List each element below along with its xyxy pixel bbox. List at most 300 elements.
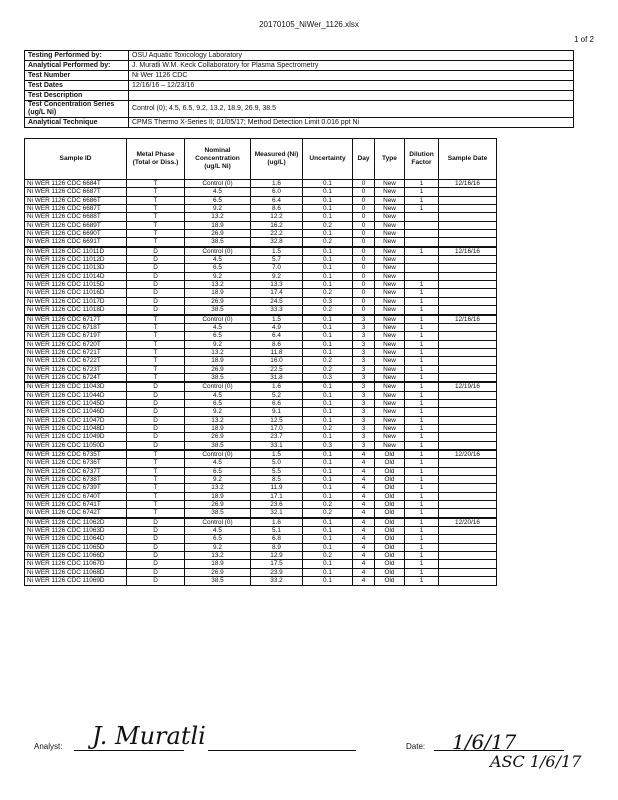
dilution-factor	[405, 213, 439, 221]
measured-ni: 31.8	[251, 373, 303, 382]
measured-ni: 16.0	[251, 357, 303, 365]
metal-phase: T	[127, 180, 185, 188]
dilution-factor	[405, 221, 439, 229]
nominal-conc: 18.9	[185, 560, 251, 568]
table-row	[25, 213, 497, 221]
day: 4	[353, 467, 375, 475]
table-row	[25, 340, 497, 348]
dilution-factor: 1	[405, 188, 439, 196]
sample-id: Ni WER 1126 CDC 6741T	[25, 501, 127, 509]
metal-phase: T	[127, 196, 185, 204]
metal-phase: T	[127, 501, 185, 509]
day: 0	[353, 213, 375, 221]
uncertainty: 0.2	[303, 552, 353, 560]
sample-type: New	[375, 408, 405, 416]
day: 3	[353, 399, 375, 407]
uncertainty: 0.2	[303, 365, 353, 373]
info-label: Analytical Technique	[25, 118, 129, 128]
sample-date: 12/20/16	[439, 518, 497, 527]
metal-phase: T	[127, 484, 185, 492]
metal-phase: T	[127, 323, 185, 331]
nominal-conc: 26.9	[185, 365, 251, 373]
table-row	[25, 492, 497, 500]
nominal-conc: 9.2	[185, 543, 251, 551]
sample-type: Old	[375, 459, 405, 467]
metal-phase: D	[127, 391, 185, 399]
table-row	[25, 518, 497, 527]
metal-phase: T	[127, 213, 185, 221]
metal-phase: T	[127, 357, 185, 365]
sample-date	[439, 408, 497, 416]
sample-id: Ni WER 1126 CDC 11016D	[25, 289, 127, 297]
nominal-conc: 38.5	[185, 509, 251, 518]
uncertainty: 0.1	[303, 382, 353, 391]
measured-ni: 5.7	[251, 256, 303, 264]
sample-id: Ni WER 1126 CDC 11018D	[25, 306, 127, 315]
dilution-factor: 1	[405, 247, 439, 256]
sample-date	[439, 433, 497, 441]
measured-ni: 6.6	[251, 399, 303, 407]
sample-id: Ni WER 1126 CDC 6689T	[25, 221, 127, 229]
nominal-conc: 9.2	[185, 205, 251, 213]
sample-id: Ni WER 1126 CDC 11065D	[25, 543, 127, 551]
day: 4	[353, 509, 375, 518]
sample-date	[439, 272, 497, 280]
measured-ni: 22.5	[251, 365, 303, 373]
nominal-conc: 38.5	[185, 238, 251, 247]
metal-phase: T	[127, 467, 185, 475]
dilution-factor: 1	[405, 450, 439, 459]
info-row	[25, 91, 574, 101]
measured-ni: 1.6	[251, 382, 303, 391]
table-row	[25, 408, 497, 416]
table-row	[25, 256, 497, 264]
table-row	[25, 450, 497, 459]
info-value: J. Muratli W.M. Keck Collaboratory for Plasma Spectrometry	[129, 61, 574, 71]
table-row	[25, 238, 497, 247]
sample-date: 12/16/16	[439, 180, 497, 188]
info-label: Test Concentration Series (ug/L Ni)	[25, 101, 129, 118]
sample-id: Ni WER 1126 CDC 11014D	[25, 272, 127, 280]
sample-id: Ni WER 1126 CDC 11049D	[25, 433, 127, 441]
sample-date	[439, 459, 497, 467]
uncertainty: 0.1	[303, 230, 353, 238]
sample-date	[439, 205, 497, 213]
nominal-conc: 18.9	[185, 289, 251, 297]
table-row	[25, 323, 497, 331]
nominal-conc: 18.9	[185, 221, 251, 229]
dilution-factor: 1	[405, 332, 439, 340]
sample-id: Ni WER 1126 CDC 6688T	[25, 213, 127, 221]
sample-type: New	[375, 221, 405, 229]
nominal-conc: Control (0)	[185, 382, 251, 391]
measured-ni: 1.5	[251, 247, 303, 256]
nominal-conc: Control (0)	[185, 518, 251, 527]
nominal-conc: 18.9	[185, 424, 251, 432]
measured-ni: 16.2	[251, 221, 303, 229]
metal-phase: D	[127, 256, 185, 264]
sample-date	[439, 509, 497, 518]
column-header: Uncertainty	[303, 139, 353, 180]
uncertainty: 0.2	[303, 306, 353, 315]
metal-phase: T	[127, 450, 185, 459]
nominal-conc: 9.2	[185, 272, 251, 280]
info-row	[25, 81, 574, 91]
sample-type: Old	[375, 527, 405, 535]
measured-ni: 12.2	[251, 213, 303, 221]
sample-type: New	[375, 247, 405, 256]
sample-id: Ni WER 1126 CDC 6723T	[25, 365, 127, 373]
day: 4	[353, 492, 375, 500]
metal-phase: D	[127, 518, 185, 527]
measured-ni: 6.4	[251, 196, 303, 204]
info-label: Test Description	[25, 91, 129, 101]
nominal-conc: 9.2	[185, 408, 251, 416]
dilution-factor: 1	[405, 535, 439, 543]
nominal-conc: 26.9	[185, 230, 251, 238]
sample-date	[439, 424, 497, 432]
nominal-conc: 26.9	[185, 433, 251, 441]
day: 3	[353, 373, 375, 382]
test-info-table	[24, 50, 574, 128]
day: 0	[353, 205, 375, 213]
column-header: Measured (Ni) (ug/L)	[251, 139, 303, 180]
sample-type: New	[375, 188, 405, 196]
sample-id: Ni WER 1126 CDC 11066D	[25, 552, 127, 560]
measured-ni: 17.5	[251, 560, 303, 568]
info-label: Test Number	[25, 71, 129, 81]
sample-id: Ni WER 1126 CDC 11017D	[25, 297, 127, 305]
uncertainty: 0.1	[303, 484, 353, 492]
sample-date	[439, 476, 497, 484]
table-row	[25, 509, 497, 518]
metal-phase: D	[127, 433, 185, 441]
table-row	[25, 527, 497, 535]
sample-id: Ni WER 1126 CDC 11063D	[25, 527, 127, 535]
metal-phase: D	[127, 382, 185, 391]
analyst-signature: J. Muratli	[92, 722, 206, 750]
measured-ni: 17.4	[251, 289, 303, 297]
sample-date	[439, 484, 497, 492]
metal-phase: T	[127, 509, 185, 518]
sample-id: Ni WER 1126 CDC 6737T	[25, 467, 127, 475]
measured-ni: 32.1	[251, 509, 303, 518]
day: 4	[353, 577, 375, 585]
table-row	[25, 297, 497, 305]
day: 3	[353, 348, 375, 356]
sample-type: Old	[375, 543, 405, 551]
dilution-factor: 1	[405, 568, 439, 576]
uncertainty: 0.1	[303, 315, 353, 324]
sample-id: Ni WER 1126 CDC 6720T	[25, 340, 127, 348]
day: 0	[353, 256, 375, 264]
day: 3	[353, 391, 375, 399]
table-row	[25, 306, 497, 315]
nominal-conc: 13.2	[185, 213, 251, 221]
uncertainty: 0.1	[303, 476, 353, 484]
dilution-factor: 1	[405, 408, 439, 416]
sample-type: New	[375, 272, 405, 280]
table-row	[25, 230, 497, 238]
metal-phase: T	[127, 221, 185, 229]
table-row	[25, 399, 497, 407]
analyst-label: Analyst:	[34, 742, 63, 751]
sample-id: Ni WER 1126 CDC 6691T	[25, 238, 127, 247]
day: 3	[353, 365, 375, 373]
sample-id: Ni WER 1126 CDC 6735T	[25, 450, 127, 459]
measured-ni: 9.2	[251, 272, 303, 280]
day: 0	[353, 306, 375, 315]
sample-type: New	[375, 416, 405, 424]
uncertainty: 0.2	[303, 221, 353, 229]
results-table	[24, 138, 497, 586]
sample-date	[439, 256, 497, 264]
dilution-factor: 1	[405, 365, 439, 373]
sample-type: Old	[375, 484, 405, 492]
uncertainty: 0.3	[303, 441, 353, 450]
day: 4	[353, 527, 375, 535]
sample-type: New	[375, 306, 405, 315]
table-row	[25, 289, 497, 297]
day: 0	[353, 289, 375, 297]
measured-ni: 6.8	[251, 535, 303, 543]
dilution-factor: 1	[405, 527, 439, 535]
uncertainty: 0.2	[303, 357, 353, 365]
measured-ni: 11.9	[251, 484, 303, 492]
sample-date	[439, 373, 497, 382]
day: 0	[353, 196, 375, 204]
day: 0	[353, 221, 375, 229]
sample-type: New	[375, 332, 405, 340]
table-row	[25, 391, 497, 399]
table-row	[25, 382, 497, 391]
dilution-factor	[405, 264, 439, 272]
uncertainty: 0.1	[303, 213, 353, 221]
day: 4	[353, 484, 375, 492]
nominal-conc: 6.5	[185, 196, 251, 204]
sample-type: New	[375, 256, 405, 264]
sample-date	[439, 332, 497, 340]
nominal-conc: 38.5	[185, 441, 251, 450]
sample-date	[439, 492, 497, 500]
table-row	[25, 365, 497, 373]
dilution-factor: 1	[405, 289, 439, 297]
day: 0	[353, 264, 375, 272]
sample-type: Old	[375, 492, 405, 500]
table-row	[25, 247, 497, 256]
metal-phase: T	[127, 332, 185, 340]
sample-type: New	[375, 289, 405, 297]
column-header: Sample ID	[25, 139, 127, 180]
analyst-signature-line	[74, 750, 184, 751]
measured-ni: 12.9	[251, 552, 303, 560]
table-row	[25, 535, 497, 543]
sample-date	[439, 357, 497, 365]
nominal-conc: Control (0)	[185, 247, 251, 256]
nominal-conc: 13.2	[185, 416, 251, 424]
metal-phase: D	[127, 441, 185, 450]
sample-date	[439, 577, 497, 585]
sample-date	[439, 297, 497, 305]
nominal-conc: 4.5	[185, 459, 251, 467]
uncertainty: 0.1	[303, 459, 353, 467]
measured-ni: 1.6	[251, 180, 303, 188]
column-header: Nominal Concentration (ug/L Ni)	[185, 139, 251, 180]
uncertainty: 0.2	[303, 424, 353, 432]
nominal-conc: 4.5	[185, 391, 251, 399]
sample-id: Ni WER 1126 CDC 11012D	[25, 256, 127, 264]
dilution-factor: 1	[405, 357, 439, 365]
nominal-conc: 9.2	[185, 476, 251, 484]
sample-date	[439, 213, 497, 221]
uncertainty: 0.1	[303, 188, 353, 196]
dilution-factor: 1	[405, 518, 439, 527]
table-row	[25, 272, 497, 280]
measured-ni: 8.9	[251, 543, 303, 551]
uncertainty: 0.1	[303, 247, 353, 256]
sample-id: Ni WER 1126 CDC 6717T	[25, 315, 127, 324]
dilution-factor: 1	[405, 382, 439, 391]
uncertainty: 0.1	[303, 205, 353, 213]
sample-date	[439, 391, 497, 399]
table-row	[25, 188, 497, 196]
nominal-conc: 6.5	[185, 264, 251, 272]
sample-type: New	[375, 230, 405, 238]
day: 4	[353, 568, 375, 576]
measured-ni: 1.5	[251, 450, 303, 459]
file-name: 20170105_NiWer_1126.xlsx	[259, 20, 359, 29]
info-row	[25, 61, 574, 71]
metal-phase: T	[127, 365, 185, 373]
nominal-conc: 6.5	[185, 467, 251, 475]
sample-type: New	[375, 180, 405, 188]
table-row	[25, 467, 497, 475]
dilution-factor: 1	[405, 492, 439, 500]
dilution-factor: 1	[405, 509, 439, 518]
column-header: Metal Phase (Total or Diss.)	[127, 139, 185, 180]
info-label: Test Dates	[25, 81, 129, 91]
date-label: Date:	[406, 742, 426, 751]
dilution-factor: 1	[405, 560, 439, 568]
nominal-conc: 4.5	[185, 188, 251, 196]
uncertainty: 0.1	[303, 535, 353, 543]
dilution-factor	[405, 230, 439, 238]
sample-type: New	[375, 340, 405, 348]
table-header-row	[25, 139, 497, 180]
table-row	[25, 568, 497, 576]
sample-date	[439, 281, 497, 289]
uncertainty: 0.1	[303, 180, 353, 188]
uncertainty: 0.1	[303, 332, 353, 340]
sample-id: Ni WER 1126 CDC 6740T	[25, 492, 127, 500]
metal-phase: D	[127, 424, 185, 432]
measured-ni: 8.6	[251, 340, 303, 348]
nominal-conc: 6.5	[185, 399, 251, 407]
day: 0	[353, 188, 375, 196]
uncertainty: 0.2	[303, 509, 353, 518]
sample-type: New	[375, 382, 405, 391]
sample-date: 12/16/16	[439, 247, 497, 256]
metal-phase: T	[127, 373, 185, 382]
sample-id: Ni WER 1126 CDC 6738T	[25, 476, 127, 484]
uncertainty: 0.1	[303, 416, 353, 424]
info-row	[25, 101, 574, 118]
metal-phase: D	[127, 281, 185, 289]
table-row	[25, 264, 497, 272]
nominal-conc: 13.2	[185, 484, 251, 492]
day: 4	[353, 535, 375, 543]
sample-id: Ni WER 1126 CDC 6742T	[25, 509, 127, 518]
table-row	[25, 560, 497, 568]
column-header: Sample Date	[439, 139, 497, 180]
measured-ni: 17.0	[251, 424, 303, 432]
uncertainty: 0.1	[303, 323, 353, 331]
measured-ni: 17.1	[251, 492, 303, 500]
sample-type: New	[375, 424, 405, 432]
measured-ni: 24.5	[251, 297, 303, 305]
table-row	[25, 484, 497, 492]
info-value	[129, 91, 574, 101]
nominal-conc: 6.5	[185, 332, 251, 340]
table-row	[25, 433, 497, 441]
measured-ni: 33.1	[251, 441, 303, 450]
sample-date	[439, 543, 497, 551]
metal-phase: D	[127, 247, 185, 256]
sample-date	[439, 416, 497, 424]
sample-type: Old	[375, 509, 405, 518]
metal-phase: T	[127, 492, 185, 500]
sample-type: New	[375, 264, 405, 272]
sample-date	[439, 238, 497, 247]
table-row	[25, 357, 497, 365]
sample-type: Old	[375, 577, 405, 585]
dilution-factor: 1	[405, 391, 439, 399]
sample-date	[439, 552, 497, 560]
uncertainty: 0.1	[303, 264, 353, 272]
info-value: Ni Wer 1126 CDC	[129, 71, 574, 81]
info-value: CPMS Thermo X-Series II; 01/05/17; Method Detection Limit 0.016 ppt Ni	[129, 118, 574, 128]
metal-phase: D	[127, 577, 185, 585]
metal-phase: T	[127, 348, 185, 356]
measured-ni: 12.5	[251, 416, 303, 424]
sample-id: Ni WER 1126 CDC 6722T	[25, 357, 127, 365]
sample-id: Ni WER 1126 CDC 11068D	[25, 568, 127, 576]
info-label: Analytical Performed by:	[25, 61, 129, 71]
table-row	[25, 332, 497, 340]
day: 3	[353, 433, 375, 441]
dilution-factor: 1	[405, 433, 439, 441]
sample-type: Old	[375, 476, 405, 484]
metal-phase: D	[127, 272, 185, 280]
day: 4	[353, 476, 375, 484]
metal-phase: D	[127, 297, 185, 305]
sample-id: Ni WER 1126 CDC 11048D	[25, 424, 127, 432]
measured-ni: 5.0	[251, 459, 303, 467]
sample-date	[439, 306, 497, 315]
table-row	[25, 441, 497, 450]
dilution-factor: 1	[405, 323, 439, 331]
metal-phase: D	[127, 535, 185, 543]
sample-type: Old	[375, 467, 405, 475]
metal-phase: D	[127, 289, 185, 297]
table-row	[25, 196, 497, 204]
measured-ni: 13.3	[251, 281, 303, 289]
sample-type: Old	[375, 450, 405, 459]
sample-id: Ni WER 1126 CDC 6719T	[25, 332, 127, 340]
table-row	[25, 180, 497, 188]
nominal-conc: Control (0)	[185, 315, 251, 324]
sample-id: Ni WER 1126 CDC 11044D	[25, 391, 127, 399]
